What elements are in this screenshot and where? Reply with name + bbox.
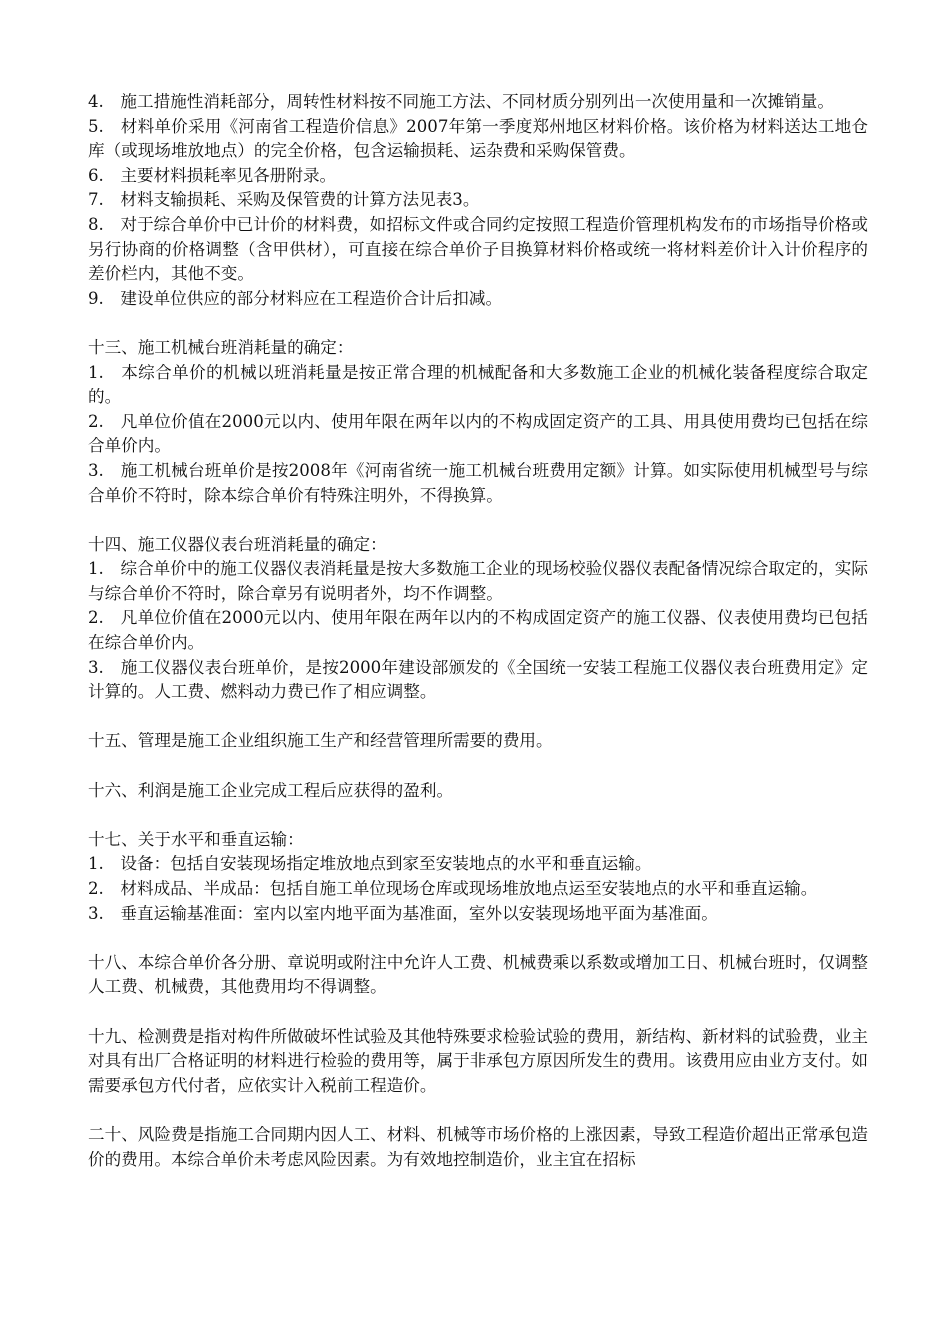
list-item: 2. 材料成品、半成品：包括自施工单位现场仓库或现场堆放地点运至安装地点的水平和垂直运输。 — [88, 879, 818, 898]
list-item: 3. 垂直运输基准面：室内以室内地平面为基准面，室外以安装现场地平面为基准面。 — [88, 903, 718, 923]
list-item: 7. 材料支输损耗、采购及保管费的计算方法见表3。 — [88, 190, 480, 210]
list-item: 1. 综合单价中的施工仪器仪表消耗量是按大多数施工企业的现场校验仪器仪表配备情况综合取定的，实际与综合单价不符时，除合章另有说明者外，均不作调整。 — [88, 559, 868, 603]
section-heading: 十八、本综合单价各分册、章说明或附注中允许人工费、机械费乘以系数或增加工日、机械台班时，仅调整人工费、机械费，其他费用均不得调整。 — [88, 952, 868, 997]
document-section — [88, 779, 868, 804]
list-item: 2. 凡单位价值在2000元以内、使用年限在两年以内的不构成固定资产的工具、用具使用费均已包括在综合单价内。 — [88, 411, 868, 456]
list-item: 3. 施工机械台班单价是按2008年《河南省统一施工机械台班费用定额》计算。如实际使用机械型号与综合单价不符时，除本综合单价有特殊注明外，不得换算。 — [88, 460, 868, 505]
section-heading: 二十、风险费是指施工合同期内因人工、材料、机械等市场价格的上涨因素，导致工程造价超出正常承包造价的费用。本综合单价未考虑风险因素。为有效地控制造价，业主宜在招标 — [88, 1124, 868, 1169]
list-item: 6. 主要材料损耗率见各册附录。 — [88, 165, 337, 185]
section-heading: 十七、关于水平和垂直运输： — [88, 829, 304, 849]
document-page — [88, 90, 868, 1172]
document-section — [88, 951, 868, 1000]
document-section — [88, 1025, 868, 1099]
section-heading: 十六、利润是施工企业完成工程后应获得的盈利。 — [88, 780, 454, 800]
section-heading: 十九、检测费是指对构件所做破坏性试验及其他特殊要求检验试验的费用，新结构、新材料的试验费，业主对具有出厂合格证明的材料进行检验的费用等，属于非承包方原因所发生的费用。该费用应由业方支付。如需要承包方代付者，应依实计入税前工程造价。 — [88, 1026, 868, 1095]
document-section — [88, 1123, 868, 1172]
list-item: 2. 凡单位价值在2000元以内、使用年限在两年以内的不构成固定资产的施工仪器、仪表使用费均已包括在综合单价内。 — [88, 608, 868, 653]
list-item: 4. 施工措施性消耗部分，周转性材料按不同施工方法、不同材质分别列出一次使用量和一次摊销量。 — [88, 92, 834, 111]
document-section — [88, 533, 868, 705]
section-heading: 十三、施工机械台班消耗量的确定： — [88, 337, 354, 357]
document-section — [88, 828, 868, 926]
list-item: 9. 建设单位供应的部分材料应在工程造价合计后扣减。 — [88, 288, 503, 308]
section-heading: 十四、施工仪器仪表台班消耗量的确定： — [88, 534, 387, 554]
list-item: 1. 设备：包括自安装现场指定堆放地点到家至安装地点的水平和垂直运输。 — [88, 854, 652, 874]
list-item: 8. 对于综合单价中已计价的材料费，如招标文件或合同约定按照工程造价管理机构发布的市场指导价格或另行协商的价格调整（含甲供材），可直接在综合单价子目换算材料价格或统一将材料差价计入计价程序的差价栏内，其他不变。 — [88, 214, 868, 284]
section-heading: 十五、管理是施工企业组织施工生产和经营管理所需要的费用。 — [88, 731, 553, 751]
list-item: 1. 本综合单价的机械以班消耗量是按正常合理的机械配备和大多数施工企业的机械化装备程度综合取定的。 — [88, 362, 868, 407]
list-item: 3. 施工仪器仪表台班单价，是按2000年建设部颁发的《全国统一安装工程施工仪器仪表台班费用定》定计算的。人工费、燃料动力费已作了相应调整。 — [88, 657, 868, 702]
document-section — [88, 90, 868, 311]
document-section — [88, 729, 868, 754]
document-section — [88, 336, 868, 508]
list-item: 5. 材料单价采用《河南省工程造价信息》2007年第一季度郑州地区材料价格。该价格为材料送达工地仓库（或现场堆放地点）的完全价格，包含运输损耗、运杂费和采购保管费。 — [88, 116, 868, 161]
